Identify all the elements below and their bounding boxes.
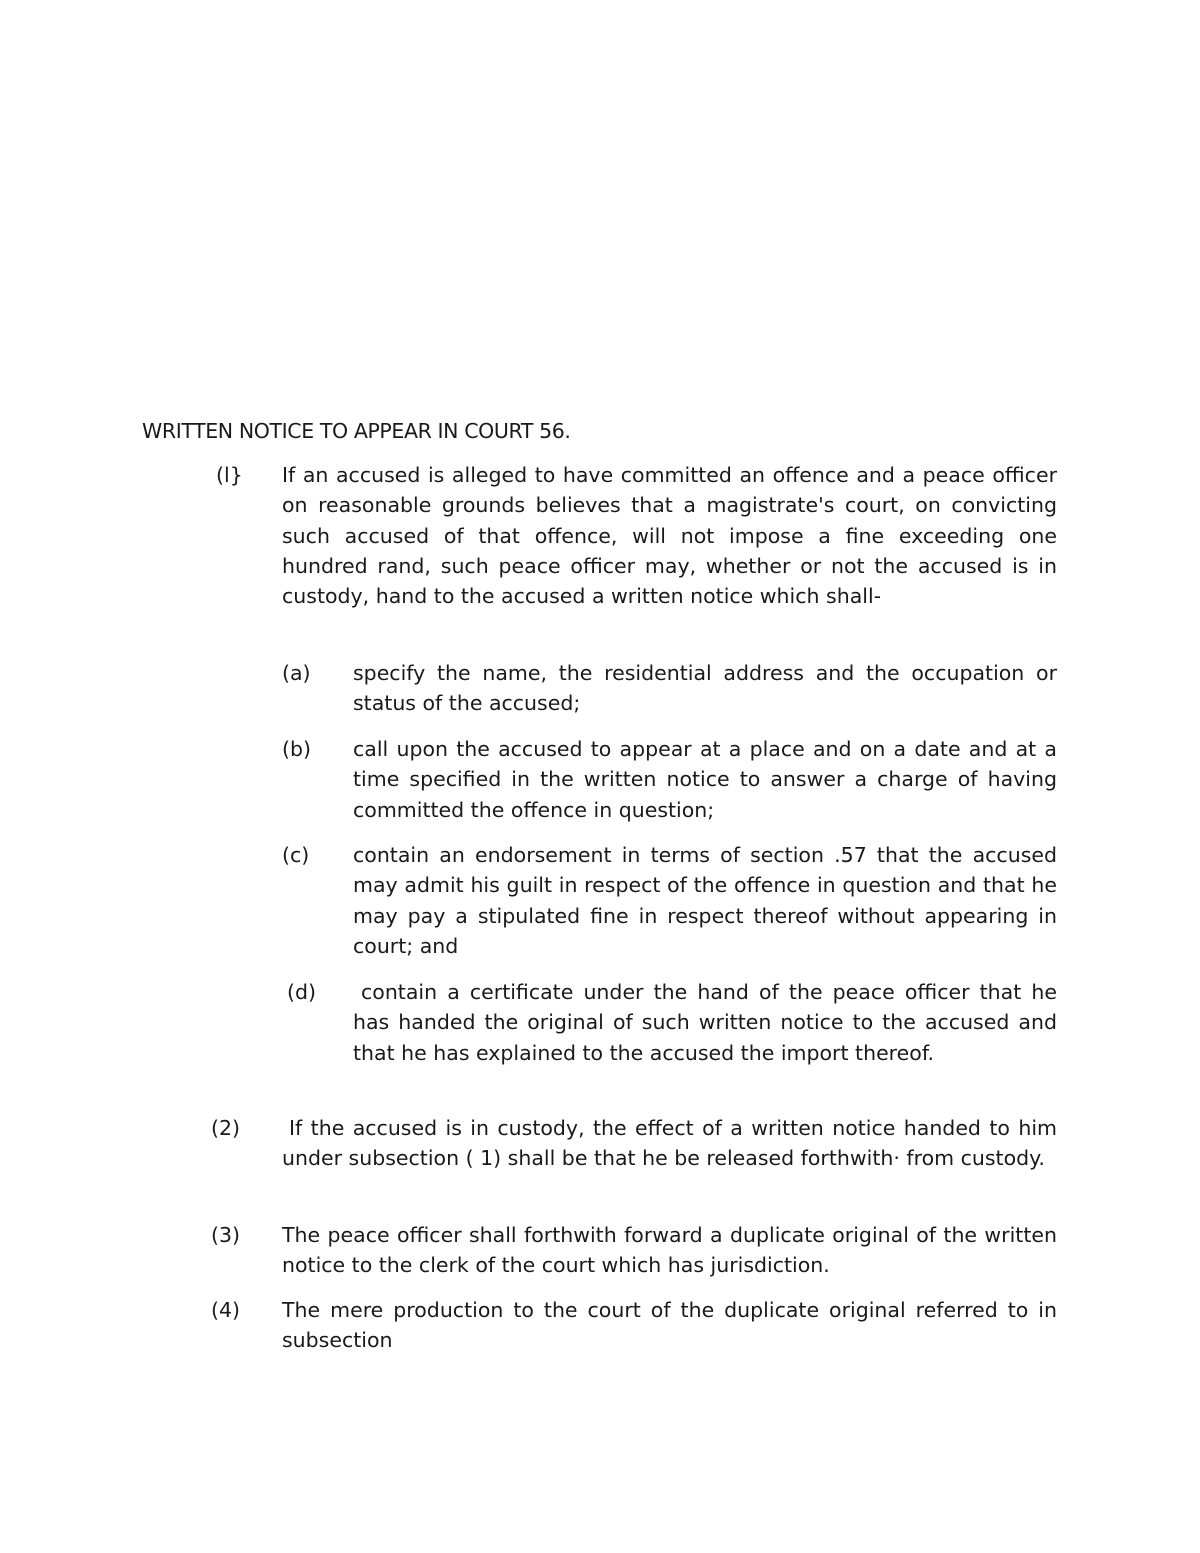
paragraph-a-number: (a) — [282, 661, 311, 685]
paragraph-d-number: (d) — [287, 980, 317, 1004]
paragraph-b-text: call upon the accused to appear at a place and on a date and at a time specified in the written notice to answer a charge of having committed the offence in question; — [353, 737, 1057, 822]
subsection-1-text: If an accused is alleged to have committed an offence and a peace officer on reasonable grounds believes that a magistrate's court, on convicting such accused of that offence, will not impose a fine exceeding one hundred rand, such peace officer may, whether or not the accused is in custody, hand to the accused a written notice which shall- — [282, 463, 1057, 609]
subsection-2-text: If the accused is in custody, the effect of a written notice handed to him under subsection ( 1) shall be that he be released forthwith· from custody. — [282, 1116, 1057, 1171]
document-heading: WRITTEN NOTICE TO APPEAR IN COURT 56. — [142, 419, 571, 443]
paragraph-d-text: contain a certificate under the hand of the peace officer that he has handed the original of such written notice to the accused and that he has explained to the accused the import thereof. — [353, 980, 1057, 1065]
subsection-1-number: (l} — [216, 463, 243, 487]
paragraph-c-text: contain an endorsement in terms of section .57 that the accused may admit his guilt in respect of the offence in question and that he may pay a stipulated fine in respect thereof without appearing in court; and — [353, 843, 1057, 958]
paragraph-b-number: (b) — [282, 737, 312, 761]
subsection-3-number: (3) — [211, 1223, 241, 1247]
subsection-4-text: The mere production to the court of the duplicate original referred to in subsection — [282, 1298, 1057, 1353]
subsection-2-number: (2) — [211, 1116, 241, 1140]
paragraph-c-number: (c) — [282, 843, 310, 867]
subsection-3-text: The peace officer shall forthwith forward a duplicate original of the written notice to the clerk of the court which has jurisdiction. — [282, 1223, 1057, 1278]
subsection-4-number: (4) — [211, 1298, 241, 1322]
paragraph-a-text: specify the name, the residential address and the occupation or status of the accused; — [353, 661, 1057, 716]
